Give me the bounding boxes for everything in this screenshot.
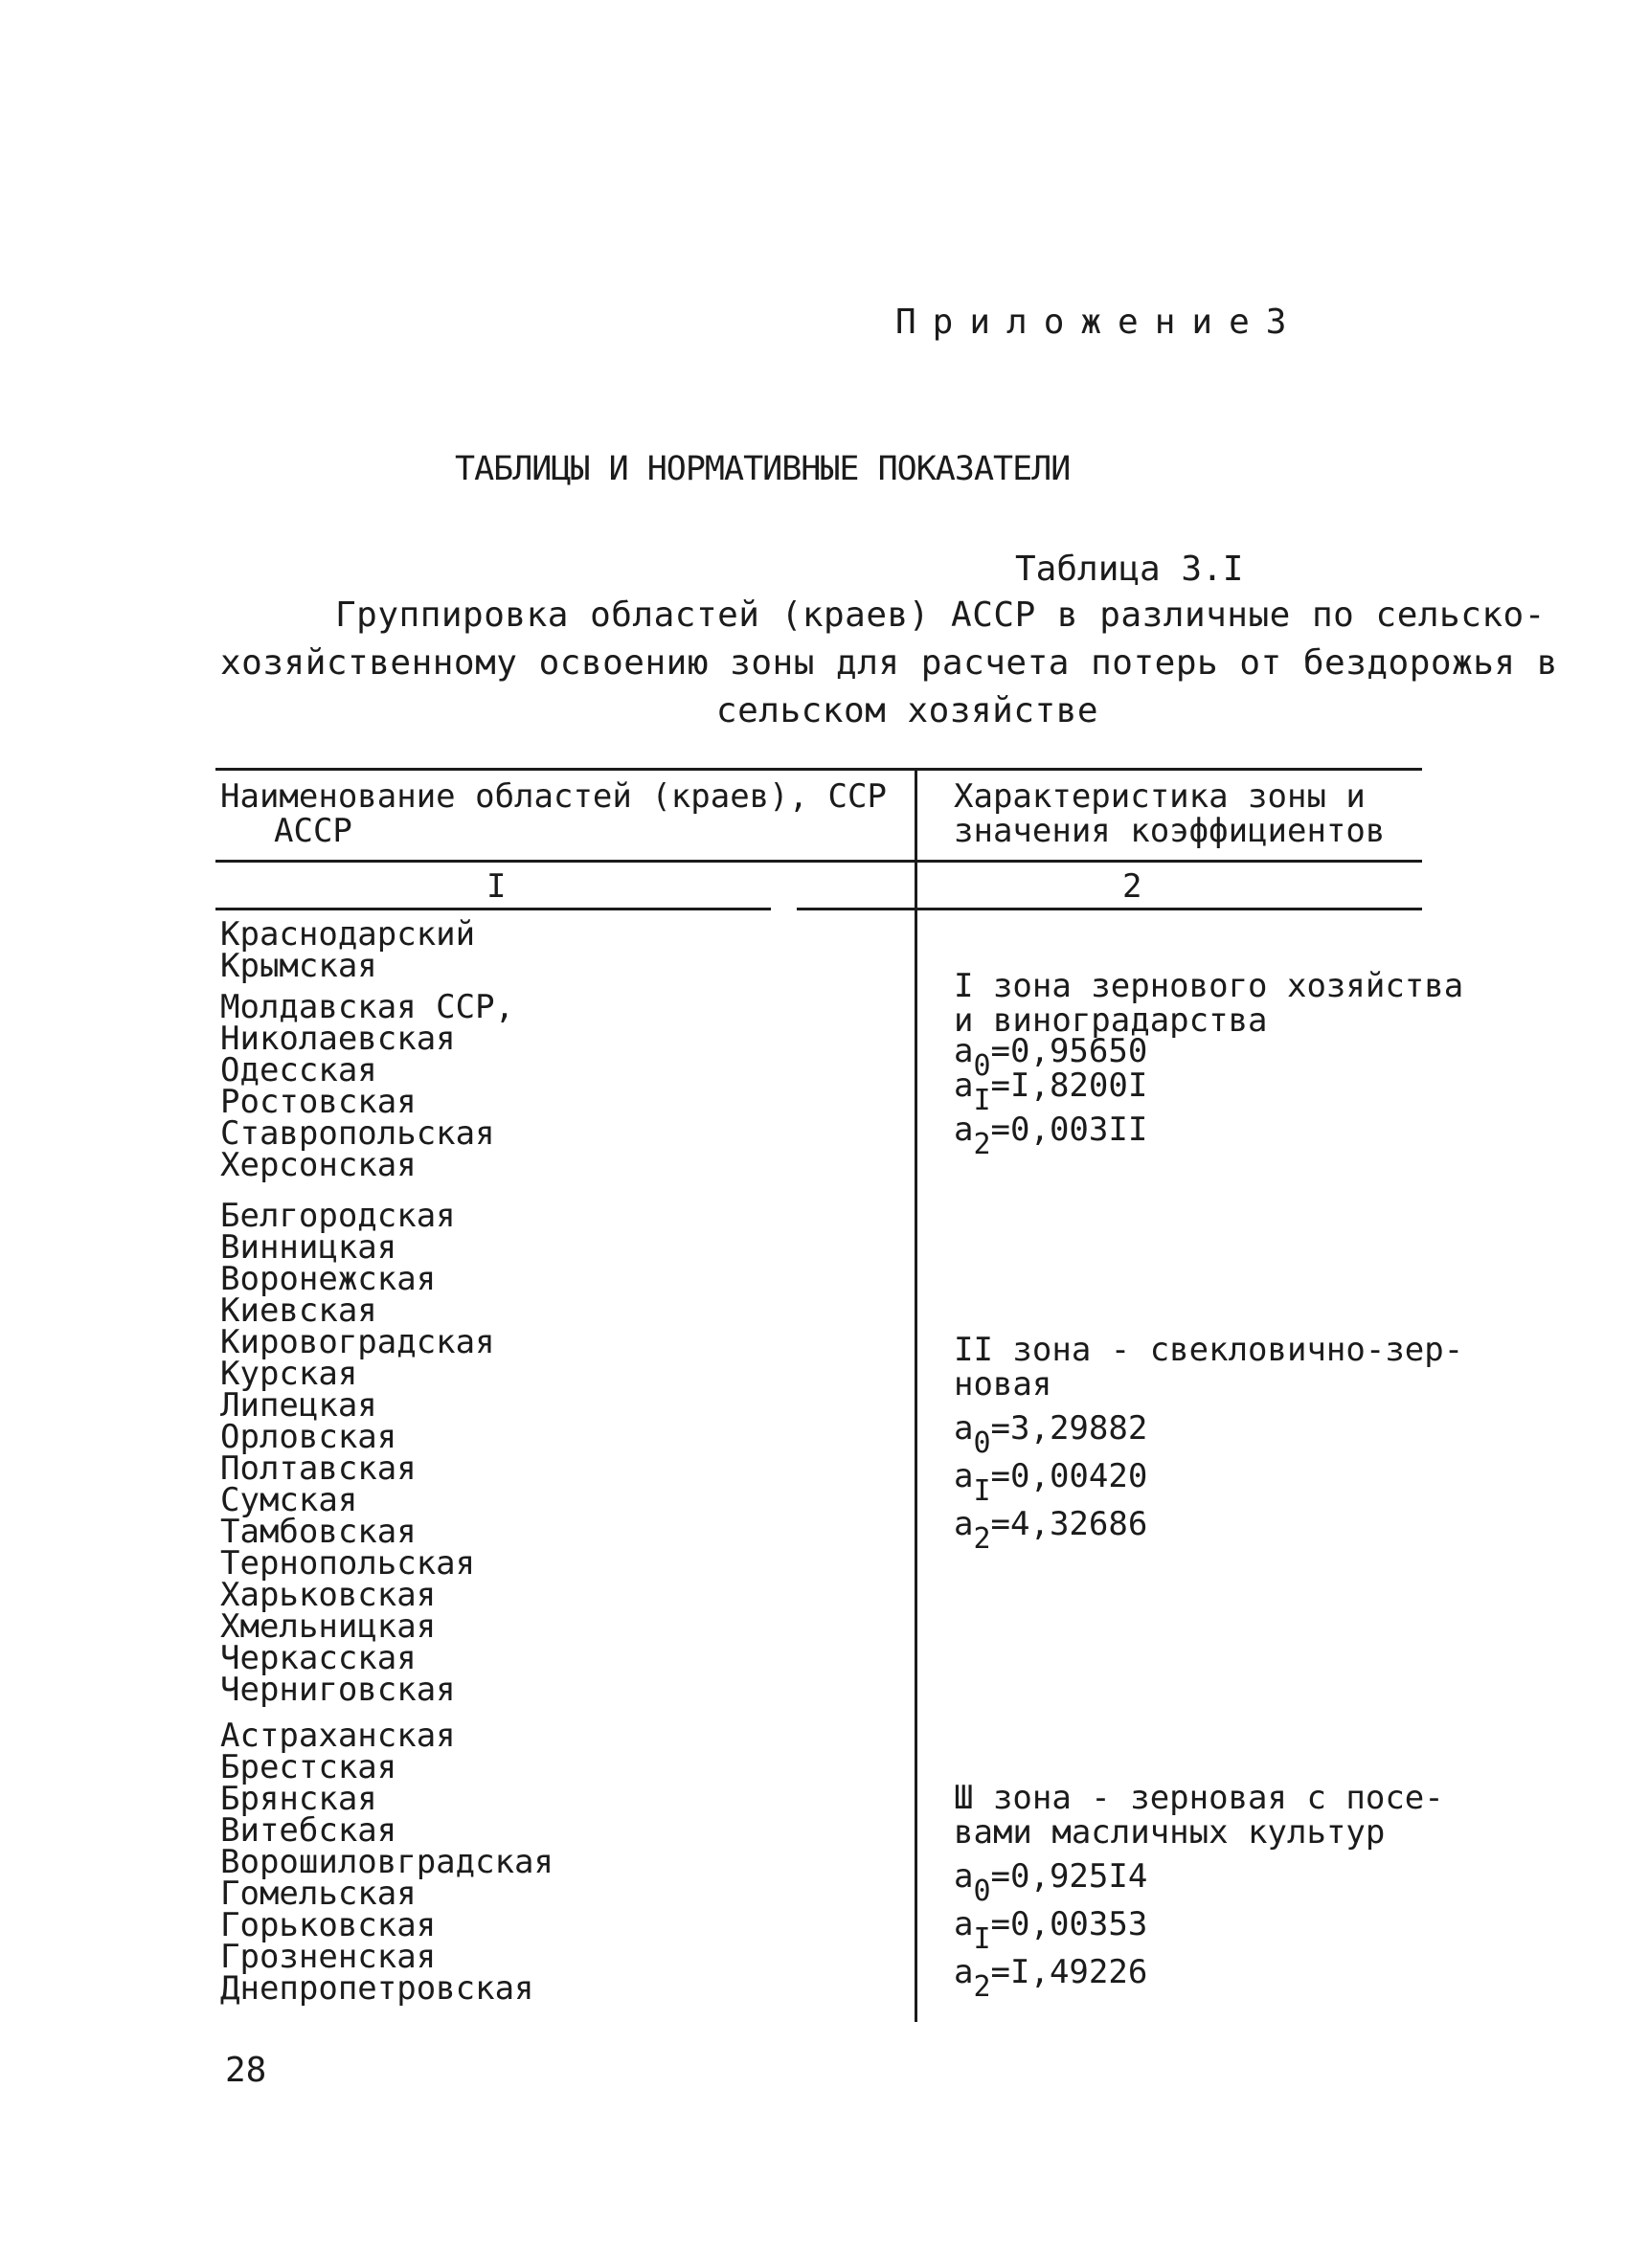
region-name: Астраханская xyxy=(220,1717,456,1755)
zone-desc-line-2: новая xyxy=(954,1365,1052,1403)
col1-header-line-1: Наименование областей (краев), ССР xyxy=(220,777,887,816)
col1-header-line-2: АССР xyxy=(274,812,352,850)
zone-3-description xyxy=(954,1781,1444,2003)
region-name: Киевская xyxy=(220,1291,377,1330)
coefficient-a1: $a_I=0,00420$ xyxy=(954,1457,1148,1508)
table-top-rule xyxy=(215,768,1422,771)
region-name: Горьковская xyxy=(220,1906,437,1944)
col1-header xyxy=(220,779,887,848)
region-name: Ворошиловградская xyxy=(220,1843,554,1881)
region-name: Белгородская xyxy=(220,1197,456,1235)
region-name: Одесская xyxy=(220,1051,377,1089)
coefficient-a2: $a_2=4,32686$ xyxy=(954,1505,1148,1556)
table-number: Таблица 3.I xyxy=(1015,550,1244,589)
region-name: Орловская xyxy=(220,1418,397,1456)
appendix-label: Приложение3 xyxy=(895,303,1303,342)
table-caption-line-1: Группировка областей (краев) АССР в различные по сельско- xyxy=(335,595,1546,635)
region-name: Херсонская xyxy=(220,1146,417,1184)
region-name: Харьковская xyxy=(220,1576,437,1614)
region-name: Николаевская xyxy=(220,1020,456,1058)
coefficient-a1: $a_I=I,8200I$ xyxy=(954,1067,1148,1117)
region-name: Полтавская xyxy=(220,1449,417,1488)
zone-1-regions xyxy=(220,915,515,1184)
table-colnum-rule-right xyxy=(915,908,1422,910)
table-header-rule xyxy=(215,860,1422,863)
coefficient-a2: $a_2=I,49226$ xyxy=(954,1953,1148,2004)
page-number: 28 xyxy=(225,2051,267,2090)
zone-1-description xyxy=(954,969,1463,1160)
col2-number: 2 xyxy=(1122,867,1142,906)
region-name: Курская xyxy=(220,1355,358,1393)
zone-desc-line-1: Ш зона - зерновая с посе- xyxy=(954,1779,1444,1817)
table-caption-line-2: хозяйственному освоению зоны для расчета потерь от бездорожья в xyxy=(220,643,1558,683)
table-colnum-rule-mid xyxy=(797,908,915,910)
region-name: Черниговская xyxy=(220,1671,456,1709)
region-name: Липецкая xyxy=(220,1386,377,1425)
region-name: Краснодарский xyxy=(220,915,476,954)
table-colnum-rule-left xyxy=(215,908,771,910)
col2-header-line-1: Характеристика зоны и xyxy=(954,777,1366,816)
region-name: Молдавская ССР, xyxy=(220,988,515,1026)
coefficient-a0: $a_0=3,29882$ xyxy=(954,1409,1148,1460)
coefficient-a0: $a_0=0,925I4$ xyxy=(954,1857,1148,1908)
coefficient-a2: $a_2=0,003II$ xyxy=(954,1111,1148,1161)
page-heading: ТАБЛИЦЫ И НОРМАТИВНЫЕ ПОКАЗАТЕЛИ xyxy=(455,450,1071,488)
col1-number: I xyxy=(486,867,507,906)
region-name: Сумская xyxy=(220,1481,358,1519)
col2-header-line-2: значения коэффициентов xyxy=(954,812,1386,850)
table-caption-line-3: сельском хозяйстве xyxy=(715,691,1099,730)
zone-3-regions xyxy=(220,1717,554,2008)
region-name: Витебская xyxy=(220,1811,397,1850)
region-name: Ростовская xyxy=(220,1083,417,1121)
zone-2-regions xyxy=(220,1197,495,1709)
region-name: Черкасская xyxy=(220,1639,417,1677)
zone-desc-line-1: I зона зернового хозяйства xyxy=(954,967,1464,1005)
region-name: Хмельницкая xyxy=(220,1607,437,1646)
region-name: Ставропольская xyxy=(220,1114,495,1153)
zone-desc-line-2: и виноградарства xyxy=(954,1001,1268,1040)
region-name: Днепропетровская xyxy=(220,1969,534,2008)
region-name: Грозненская xyxy=(220,1938,437,1976)
region-name: Гомельская xyxy=(220,1875,417,1913)
region-name: Кировоградская xyxy=(220,1323,495,1361)
region-name: Винницкая xyxy=(220,1228,397,1267)
region-name: Брестская xyxy=(220,1748,397,1786)
zone-2-description xyxy=(954,1333,1463,1555)
region-name: Воронежская xyxy=(220,1260,437,1298)
coefficient-a0: $a_0=0,95650$ xyxy=(954,1032,1148,1083)
col2-header xyxy=(954,779,1385,848)
region-name: Крымская xyxy=(220,947,377,985)
region-name: Брянская xyxy=(220,1780,377,1818)
table-column-divider xyxy=(915,768,917,2022)
region-name: Тамбовская xyxy=(220,1513,417,1551)
coefficient-a1: $a_I=0,00353$ xyxy=(954,1905,1148,1956)
zone-desc-line-2: вами масличных культур xyxy=(954,1813,1386,1852)
region-name: Тернопольская xyxy=(220,1544,476,1583)
zone-desc-line-1: II зона - свекловично-зер- xyxy=(954,1331,1464,1369)
